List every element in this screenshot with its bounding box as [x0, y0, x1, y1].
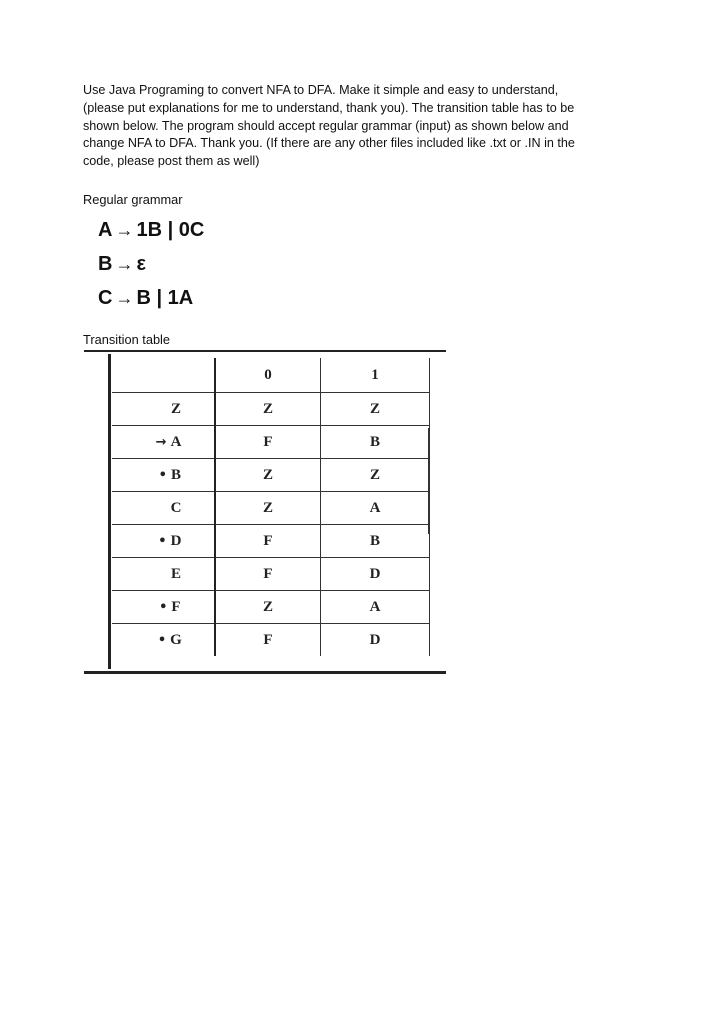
transition-1-cell: Z: [321, 393, 430, 426]
final-dot-icon: •: [158, 533, 167, 549]
table-row: [112, 525, 430, 558]
rule-rhs: 1B | 0C: [136, 219, 205, 241]
transition-1-cell: Z: [321, 459, 430, 492]
question-line: code, please post them as well): [83, 154, 260, 169]
table-heading: Transition table: [83, 332, 171, 347]
transition-1-cell: D: [321, 558, 430, 591]
state-name: Z: [170, 400, 181, 417]
transition-table-figure: [84, 350, 446, 676]
transition-table: [112, 358, 430, 656]
transition-1-cell: B: [321, 426, 430, 459]
state-name: C: [170, 499, 182, 516]
question-line: change NFA to DFA. Thank you. (If there are any other files included like .txt or .IN in the: [83, 136, 575, 151]
state-cell: [112, 624, 215, 657]
arrow-icon: →: [115, 288, 134, 308]
rule-lhs: C: [98, 287, 113, 309]
grammar-rules: [98, 216, 204, 318]
table-row: [112, 426, 430, 459]
table-row: [112, 459, 430, 492]
rule-rhs: B | 1A: [136, 287, 194, 309]
arrow-icon: →: [115, 220, 134, 240]
table-row: [112, 492, 430, 525]
transition-1-cell: A: [321, 492, 430, 525]
state-name: B: [170, 466, 181, 483]
table-left-rule: [108, 354, 111, 669]
header-input-1: 1: [321, 358, 430, 393]
state-cell: [112, 492, 215, 525]
arrow-icon: →: [115, 254, 134, 274]
state-cell: [112, 459, 215, 492]
state-name: A: [170, 433, 182, 450]
state-cell: [112, 525, 215, 558]
table-row: [112, 558, 430, 591]
start-arrow-icon: →: [155, 434, 167, 450]
state-cell: [112, 558, 215, 591]
final-dot-icon: •: [159, 599, 168, 615]
grammar-heading: Regular grammar: [83, 192, 183, 207]
final-dot-icon: •: [158, 467, 167, 483]
transition-1-cell: B: [321, 525, 430, 558]
question-line: shown below. The program should accept regular grammar (input) as shown below and: [83, 118, 569, 133]
grammar-rule: [98, 284, 204, 318]
table-row: [112, 624, 430, 657]
transition-0-cell: Z: [215, 492, 321, 525]
transition-0-cell: F: [215, 525, 321, 558]
state-cell: [112, 591, 215, 624]
transition-0-cell: F: [215, 624, 321, 657]
rule-lhs: B: [98, 253, 113, 275]
question-line: Use Java Programing to convert NFA to DFA. Make it simple and easy to understand,: [83, 83, 559, 97]
question-line: (please put explanations for me to understand, thank you). The transition table has to be: [83, 100, 575, 115]
final-dot-icon: •: [157, 632, 167, 648]
state-cell: [112, 426, 215, 459]
transition-1-cell: D: [321, 624, 430, 657]
header-state: [112, 358, 215, 393]
table-row: [112, 393, 430, 426]
header-input-0: 0: [215, 358, 321, 393]
transition-0-cell: Z: [215, 459, 321, 492]
transition-0-cell: Z: [215, 393, 321, 426]
transition-0-cell: F: [215, 426, 321, 459]
state-cell: [112, 393, 215, 426]
state-name: G: [170, 631, 182, 648]
question-text: [83, 82, 623, 171]
transition-1-cell: A: [321, 591, 430, 624]
table-top-rule: [84, 350, 446, 352]
grammar-rule: [98, 216, 204, 250]
rule-lhs: A: [98, 219, 113, 241]
state-name: E: [170, 565, 181, 582]
state-name: F: [171, 598, 181, 615]
state-name: D: [170, 532, 182, 549]
rule-rhs: ε: [136, 253, 146, 275]
transition-0-cell: F: [215, 558, 321, 591]
transition-0-cell: Z: [215, 591, 321, 624]
table-header-row: [112, 358, 430, 393]
table-row: [112, 591, 430, 624]
grammar-rule: [98, 250, 204, 284]
table-bottom-rule: [84, 671, 446, 674]
